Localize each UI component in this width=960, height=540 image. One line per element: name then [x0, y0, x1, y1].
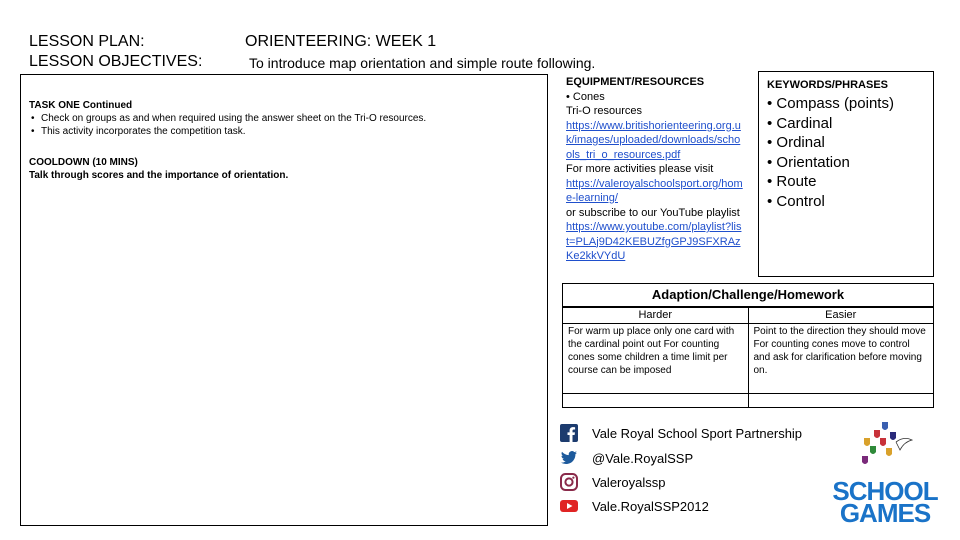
page-title: ORIENTEERING: WEEK 1	[245, 33, 437, 50]
more-activities-text: For more activities please visit	[566, 163, 714, 175]
youtube-row[interactable]	[560, 496, 709, 516]
adaptation-table	[562, 307, 934, 408]
facebook-row[interactable]	[560, 423, 802, 443]
task-bullet: • This activity incorporates the competition task.	[29, 125, 539, 138]
easier-header: Easier	[748, 308, 934, 324]
lesson-plan-label: LESSON PLAN:	[29, 33, 145, 50]
home-learning-link[interactable]: https://valeroyalschoolsport.org/home-learning/	[566, 177, 743, 204]
instagram-row[interactable]	[560, 472, 665, 492]
instagram-handle: Valeroyalssp	[592, 474, 666, 490]
harder-text: For warm up place only one card with the cardinal point out For counting cones some children a time limit per course can be imposed	[563, 324, 749, 394]
twitter-icon	[560, 449, 578, 467]
lesson-objective: To introduce map orientation and simple route following.	[249, 55, 596, 71]
equipment-cones: • Cones	[566, 90, 605, 103]
task-heading: TASK ONE Continued	[29, 100, 133, 111]
harder-header: Harder	[563, 308, 749, 324]
main-content-box	[20, 74, 548, 526]
equipment-box	[562, 71, 748, 277]
task-bullet-list	[29, 112, 539, 138]
easier-text: Point to the direction they should move For counting cones move to control and ask for clarification before moving on.	[748, 324, 934, 394]
subscribe-text: or subscribe to our YouTube playlist	[566, 206, 740, 219]
adaptation-title: Adaption/Challenge/Homework	[562, 283, 934, 307]
keyword-item: • Cardinal	[767, 114, 833, 132]
keyword-item: • Route	[767, 173, 817, 190]
task-bullet: • Check on groups as and when required using the answer sheet on the Tri-O resources.	[29, 112, 539, 125]
keyword-item: • Control	[767, 192, 825, 210]
keywords-box	[758, 71, 934, 277]
twitter-handle: @Vale.RoyalSSP	[592, 450, 694, 466]
twitter-row[interactable]	[560, 448, 693, 468]
cooldown-heading: COOLDOWN (10 MINS)	[29, 157, 138, 168]
keyword-item: • Compass (points)	[767, 95, 894, 112]
youtube-icon	[560, 497, 578, 515]
keyword-item: • Orientation	[767, 153, 850, 171]
youtube-handle: Vale.RoyalSSP2012	[592, 498, 709, 514]
keywords-heading: KEYWORDS/PHRASES	[767, 79, 889, 91]
logo-school-text: SCHOOL	[832, 476, 938, 506]
instagram-icon	[560, 473, 578, 491]
logo-games-text: GAMES	[839, 498, 931, 526]
keyword-item: • Ordinal	[767, 134, 825, 151]
facebook-icon	[560, 424, 578, 442]
empty-cell	[563, 394, 749, 408]
youtube-playlist-link[interactable]: https://www.youtube.com/playlist?list=PLAj9D42KEBUZfgGPJ9SFXRAzKe2kkVYdU	[566, 221, 742, 262]
equipment-trio: Tri-O resources	[566, 105, 642, 117]
facebook-handle: Vale Royal School Sport Partnership	[592, 425, 803, 441]
empty-cell	[748, 394, 934, 408]
cooldown-text: Talk through scores and the importance of orientation.	[29, 170, 289, 181]
tri-o-resources-link[interactable]: https://www.britishorienteering.org.uk/images/uploaded/downloads/schools_tri_o_resources.pdf	[566, 119, 741, 161]
crest-cluster-icon	[862, 422, 912, 464]
school-games-logo	[830, 418, 940, 526]
lesson-objectives-label: LESSON OBJECTIVES:	[29, 53, 203, 70]
equipment-heading: EQUIPMENT/RESOURCES	[566, 76, 705, 88]
